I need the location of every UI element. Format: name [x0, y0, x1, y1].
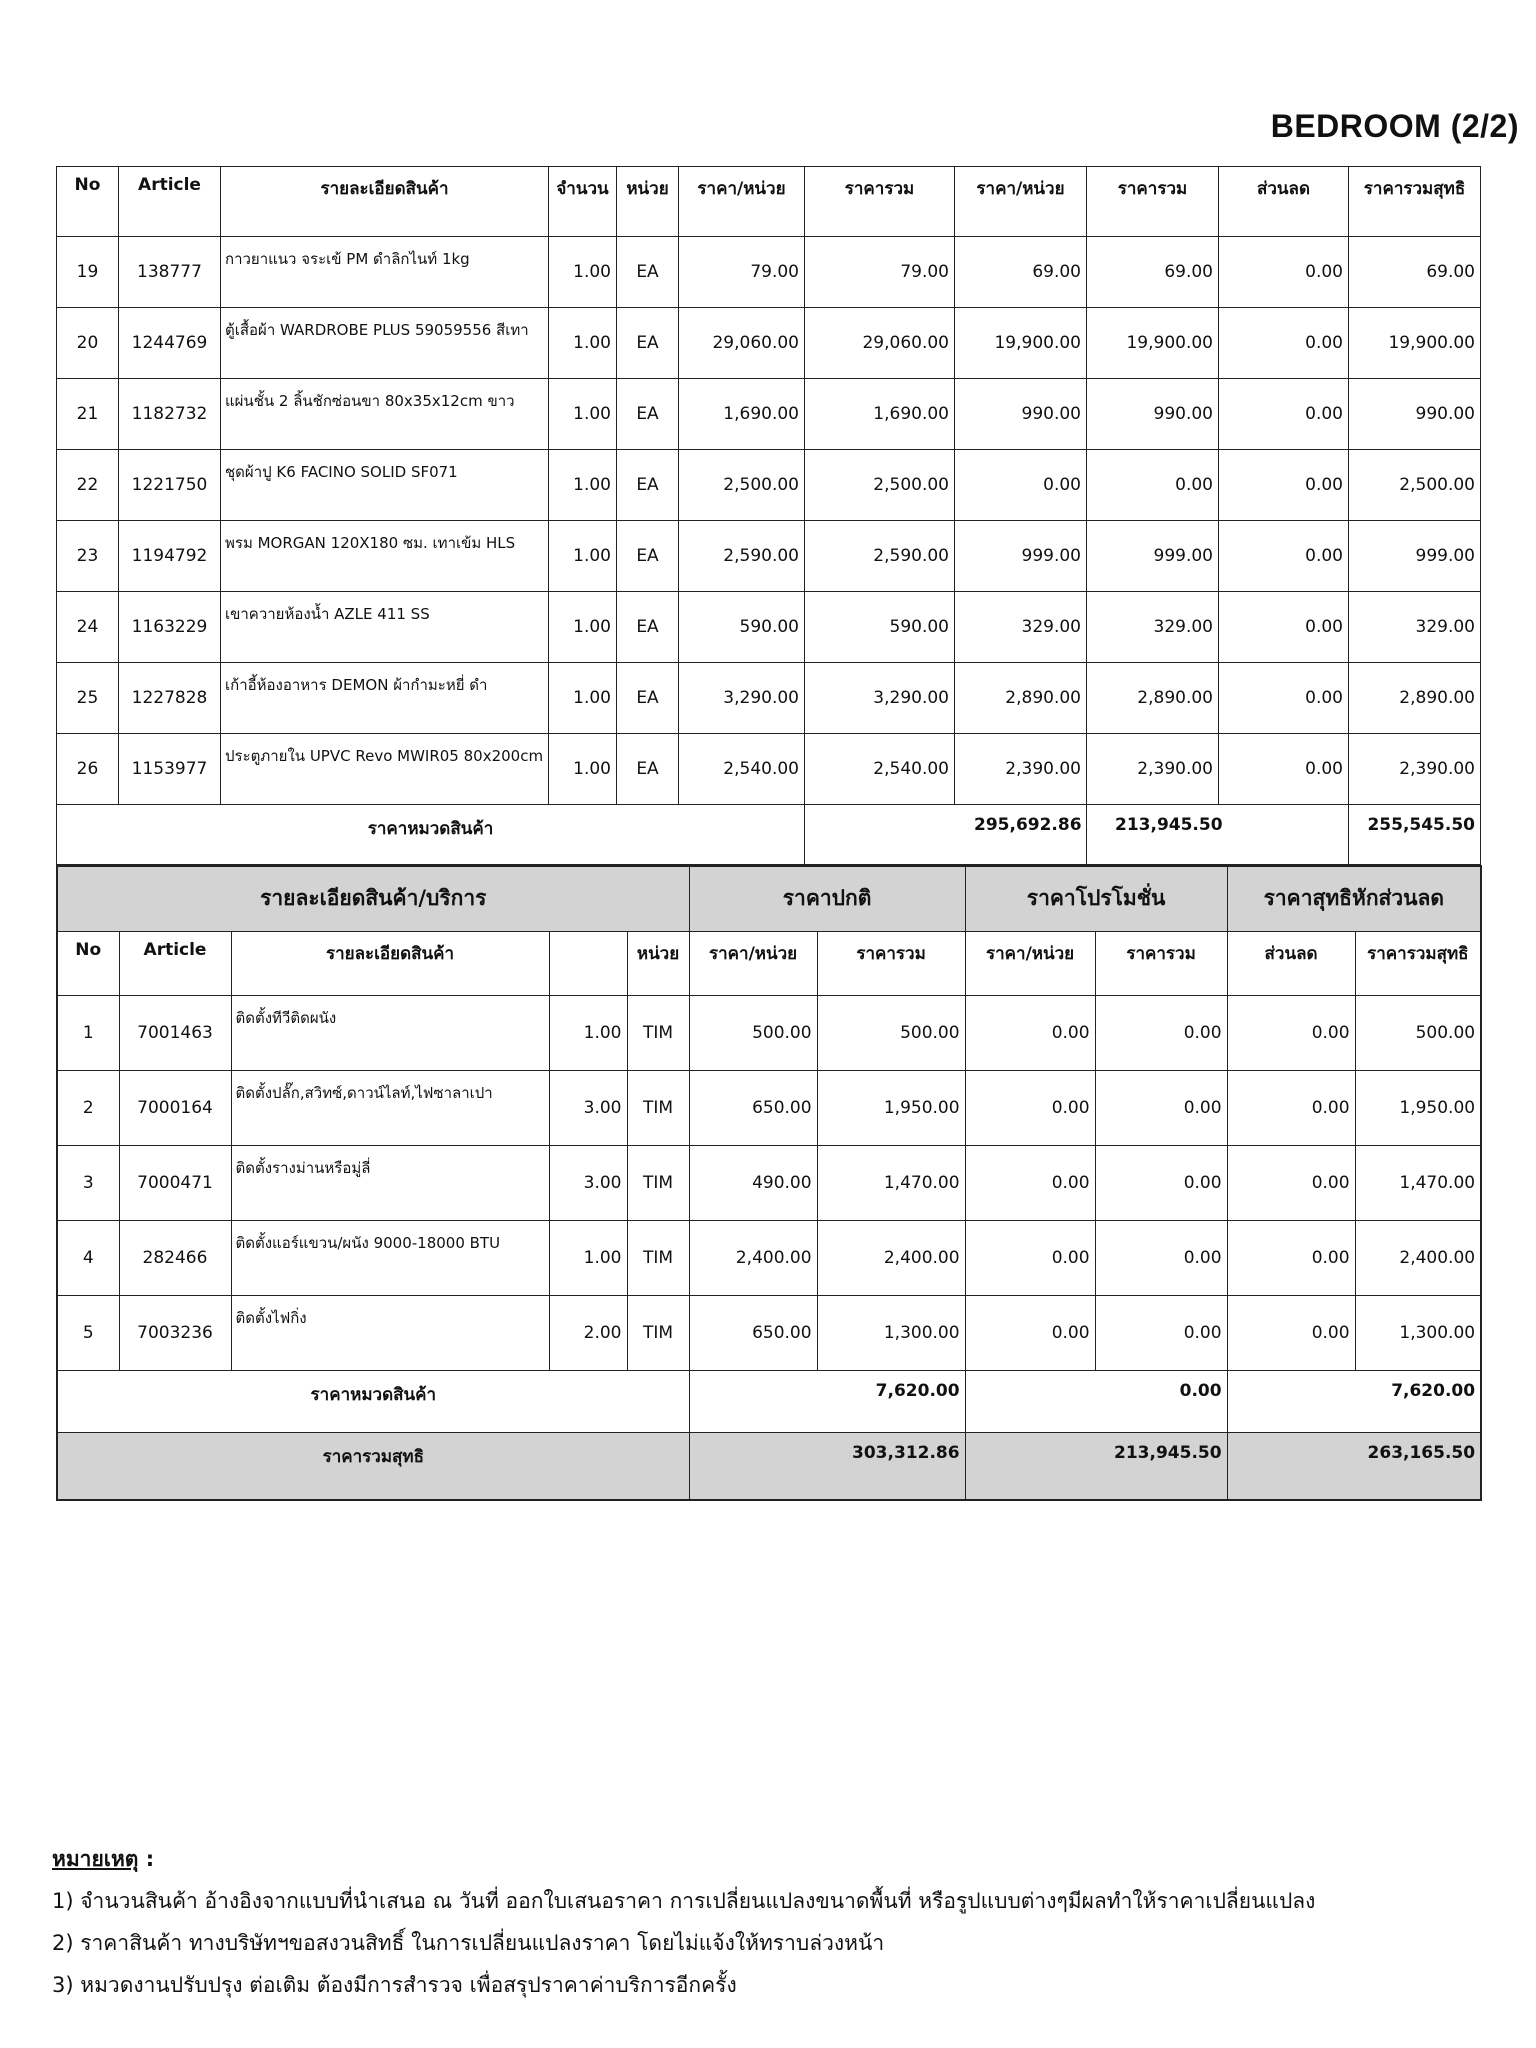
cell-no: 26 [57, 734, 119, 805]
services-header-row [57, 931, 1481, 995]
table-row [57, 1295, 1481, 1370]
col-header-description: รายละเอียดสินค้า [221, 167, 549, 237]
col-header-net-total: ราคารวมสุทธิ [1349, 167, 1481, 237]
services-table [56, 865, 1482, 1501]
cell-description: ตู้เสื้อผ้า WARDROBE PLUS 59059556 สีเทา [221, 308, 549, 379]
cell-description: ติดตั้งทีวีติดผนัง [231, 995, 549, 1070]
cell-no: 23 [57, 521, 119, 592]
products-table [56, 166, 1481, 865]
cell-total: 1,470.00 [817, 1145, 965, 1220]
cell-quantity: 3.00 [549, 1070, 627, 1145]
cell-article: 1227828 [119, 663, 221, 734]
cell-unit: TIM [627, 1145, 689, 1220]
grand-total-total: 303,312.86 [689, 1432, 965, 1500]
cell-unit: EA [617, 237, 679, 308]
table-row [57, 308, 1481, 379]
cell-total: 1,690.00 [805, 379, 955, 450]
cell-promo-total: 69.00 [1087, 237, 1219, 308]
subtotal-promo: 213,945.50 [1087, 805, 1349, 865]
cell-discount: 0.00 [1227, 1145, 1355, 1220]
products-header-row [57, 167, 1481, 237]
cell-unit-price: 650.00 [689, 1070, 817, 1145]
svc-subtotal-promo: 0.00 [965, 1370, 1227, 1432]
cell-unit: EA [617, 308, 679, 379]
cell-net-total: 329.00 [1349, 592, 1481, 663]
cell-promo-unit-price: 2,390.00 [955, 734, 1087, 805]
cell-unit: EA [617, 734, 679, 805]
cell-unit-price: 1,690.00 [679, 379, 805, 450]
products-subtotal-row [57, 805, 1481, 865]
cell-unit-price: 590.00 [679, 592, 805, 663]
cell-promo-unit-price: 329.00 [955, 592, 1087, 663]
cell-promo-total: 0.00 [1095, 1295, 1227, 1370]
cell-unit-price: 29,060.00 [679, 308, 805, 379]
svc-col-header-no: No [57, 931, 119, 995]
cell-net-total: 500.00 [1355, 995, 1481, 1070]
cell-total: 2,500.00 [805, 450, 955, 521]
cell-discount: 0.00 [1219, 734, 1349, 805]
cell-no: 5 [57, 1295, 119, 1370]
cell-discount: 0.00 [1219, 237, 1349, 308]
cell-total: 29,060.00 [805, 308, 955, 379]
cell-article: 1221750 [119, 450, 221, 521]
svc-col-header-article: Article [119, 931, 231, 995]
cell-article: 1182732 [119, 379, 221, 450]
cell-unit-price: 2,400.00 [689, 1220, 817, 1295]
cell-quantity: 1.00 [549, 379, 617, 450]
cell-unit-price: 2,590.00 [679, 521, 805, 592]
cell-no: 4 [57, 1220, 119, 1295]
cell-description: พรม MORGAN 120X180 ซม. เทาเข้ม HLS [221, 521, 549, 592]
cell-unit-price: 650.00 [689, 1295, 817, 1370]
cell-unit-price: 79.00 [679, 237, 805, 308]
svc-col-header-description: รายละเอียดสินค้า [231, 931, 549, 995]
cell-quantity: 1.00 [549, 237, 617, 308]
cell-quantity: 1.00 [549, 663, 617, 734]
cell-promo-total: 19,900.00 [1087, 308, 1219, 379]
cell-no: 25 [57, 663, 119, 734]
notes-section [52, 1838, 1315, 2006]
cell-promo-unit-price: 999.00 [955, 521, 1087, 592]
table-row [57, 1220, 1481, 1295]
cell-no: 20 [57, 308, 119, 379]
cell-net-total: 2,390.00 [1349, 734, 1481, 805]
cell-promo-unit-price: 0.00 [965, 1145, 1095, 1220]
cell-unit: EA [617, 592, 679, 663]
group-header-net-price: ราคาสุทธิหักส่วนลด [1227, 866, 1481, 931]
cell-promo-total: 2,890.00 [1087, 663, 1219, 734]
cell-promo-unit-price: 0.00 [955, 450, 1087, 521]
col-header-quantity: จำนวน [549, 167, 617, 237]
note-line-3: 3) หมวดงานปรับปรุง ต่อเติม ต้องมีการสำรวจ เพื่อสรุปราคาค่าบริการอีกครั้ง [52, 1973, 737, 1997]
col-header-article: Article [119, 167, 221, 237]
cell-description: แผ่นชั้น 2 ลิ้นชักซ่อนขา 80x35x12cm ขาว [221, 379, 549, 450]
cell-no: 22 [57, 450, 119, 521]
cell-net-total: 1,300.00 [1355, 1295, 1481, 1370]
svc-subtotal-net: 7,620.00 [1227, 1370, 1481, 1432]
table-row [57, 379, 1481, 450]
table-row [57, 237, 1481, 308]
cell-quantity: 2.00 [549, 1295, 627, 1370]
cell-unit: EA [617, 521, 679, 592]
svc-subtotal-label: ราคาหมวดสินค้า [57, 1370, 689, 1432]
cell-article: 1244769 [119, 308, 221, 379]
svc-col-header-unit: หน่วย [627, 931, 689, 995]
cell-quantity: 3.00 [549, 1145, 627, 1220]
cell-total: 2,400.00 [817, 1220, 965, 1295]
cell-quantity: 1.00 [549, 995, 627, 1070]
cell-unit: EA [617, 379, 679, 450]
cell-discount: 0.00 [1219, 379, 1349, 450]
table-row [57, 521, 1481, 592]
svc-col-header-net-total: ราคารวมสุทธิ [1355, 931, 1481, 995]
note-line-1: 1) จำนวนสินค้า อ้างอิงจากแบบที่นำเสนอ ณ วันที่ ออกใบเสนอราคา การเปลี่ยนแปลงขนาดพื้นที่ หรือรูปแบบต่างๆมีผลทำให้ราคาเปลี่ยนแปลง [52, 1889, 1316, 1913]
group-header-description: รายละเอียดสินค้า/บริการ [57, 866, 689, 931]
subtotal-total [805, 805, 1087, 865]
cell-no: 21 [57, 379, 119, 450]
cell-net-total: 2,500.00 [1349, 450, 1481, 521]
cell-promo-unit-price: 2,890.00 [955, 663, 1087, 734]
group-header-promo-price: ราคาโปรโมชั่น [965, 866, 1227, 931]
cell-total: 590.00 [805, 592, 955, 663]
grand-total-label: ราคารวมสุทธิ [57, 1432, 689, 1500]
col-header-no: No [57, 167, 119, 237]
cell-description: ประตูภายใน UPVC Revo MWIR05 80x200cm [221, 734, 549, 805]
cell-net-total: 1,470.00 [1355, 1145, 1481, 1220]
col-header-discount: ส่วนลด [1219, 167, 1349, 237]
cell-promo-total: 0.00 [1095, 995, 1227, 1070]
table-row [57, 734, 1481, 805]
page-title: BEDROOM (2/2) [1270, 108, 1519, 144]
col-header-unit-price: ราคา/หน่วย [679, 167, 805, 237]
cell-unit: TIM [627, 995, 689, 1070]
cell-promo-total: 990.00 [1087, 379, 1219, 450]
grand-total-net: 263,165.50 [1227, 1432, 1481, 1500]
table-row [57, 663, 1481, 734]
cell-description: ชุดผ้าปู K6 FACINO SOLID SF071 [221, 450, 549, 521]
cell-quantity: 1.00 [549, 592, 617, 663]
cell-quantity: 1.00 [549, 308, 617, 379]
cell-net-total: 990.00 [1349, 379, 1481, 450]
cell-discount: 0.00 [1219, 308, 1349, 379]
cell-unit-price: 500.00 [689, 995, 817, 1070]
cell-description: ติดตั้งรางม่านหรือมู่ลี่ [231, 1145, 549, 1220]
subtotal-total-value: 295,692.86 [974, 815, 1082, 835]
cell-promo-unit-price: 0.00 [965, 995, 1095, 1070]
cell-unit-price: 2,500.00 [679, 450, 805, 521]
table-row [57, 450, 1481, 521]
cell-total: 500.00 [817, 995, 965, 1070]
table-row [57, 592, 1481, 663]
cell-no: 24 [57, 592, 119, 663]
table-row [57, 1145, 1481, 1220]
cell-unit-price: 490.00 [689, 1145, 817, 1220]
cell-promo-total: 999.00 [1087, 521, 1219, 592]
cell-discount: 0.00 [1219, 521, 1349, 592]
cell-article: 7000164 [119, 1070, 231, 1145]
svc-col-header-promo-unit-price: ราคา/หน่วย [965, 931, 1095, 995]
cell-description: ติดตั้งแอร์แขวน/ผนัง 9000-18000 BTU [231, 1220, 549, 1295]
cell-total: 2,590.00 [805, 521, 955, 592]
cell-article: 282466 [119, 1220, 231, 1295]
cell-description: ติดตั้งไฟกิ่ง [231, 1295, 549, 1370]
cell-total: 1,950.00 [817, 1070, 965, 1145]
cell-promo-unit-price: 0.00 [965, 1295, 1095, 1370]
cell-net-total: 19,900.00 [1349, 308, 1481, 379]
cell-unit-price: 2,540.00 [679, 734, 805, 805]
notes-title-text: หมายเหตุ [52, 1847, 139, 1871]
col-header-total: ราคารวม [805, 167, 955, 237]
cell-promo-total: 2,390.00 [1087, 734, 1219, 805]
cell-promo-total: 0.00 [1095, 1220, 1227, 1295]
cell-discount: 0.00 [1219, 592, 1349, 663]
cell-total: 3,290.00 [805, 663, 955, 734]
cell-total: 2,540.00 [805, 734, 955, 805]
cell-no: 19 [57, 237, 119, 308]
cell-quantity: 1.00 [549, 1220, 627, 1295]
cell-promo-total: 0.00 [1095, 1145, 1227, 1220]
note-line-2: 2) ราคาสินค้า ทางบริษัทฯขอสงวนสิทธิ์ ในการเปลี่ยนแปลงราคา โดยไม่แจ้งให้ทราบล่วงหน้า [52, 1931, 885, 1955]
cell-net-total: 999.00 [1349, 521, 1481, 592]
cell-unit-price: 3,290.00 [679, 663, 805, 734]
cell-description: เขาควายห้องน้ำ AZLE 411 SS [221, 592, 549, 663]
cell-article: 1163229 [119, 592, 221, 663]
cell-net-total: 2,400.00 [1355, 1220, 1481, 1295]
cell-promo-unit-price: 69.00 [955, 237, 1087, 308]
cell-discount: 0.00 [1219, 663, 1349, 734]
cell-net-total: 69.00 [1349, 237, 1481, 308]
cell-discount: 0.00 [1227, 995, 1355, 1070]
cell-promo-unit-price: 990.00 [955, 379, 1087, 450]
cell-description: ติดตั้งปลั๊ก,สวิทซ์,ดาวน์ไลท์,ไฟซาลาเปา [231, 1070, 549, 1145]
services-group-header-row [57, 866, 1481, 931]
svc-col-header-promo-total: ราคารวม [1095, 931, 1227, 995]
cell-discount: 0.00 [1219, 450, 1349, 521]
cell-quantity: 1.00 [549, 734, 617, 805]
cell-promo-unit-price: 19,900.00 [955, 308, 1087, 379]
cell-quantity: 1.00 [549, 450, 617, 521]
cell-no: 1 [57, 995, 119, 1070]
col-header-unit: หน่วย [617, 167, 679, 237]
notes-title [52, 1838, 1315, 1880]
cell-promo-total: 0.00 [1095, 1070, 1227, 1145]
cell-article: 1194792 [119, 521, 221, 592]
cell-promo-total: 0.00 [1087, 450, 1219, 521]
cell-promo-unit-price: 0.00 [965, 1070, 1095, 1145]
svc-subtotal-total: 7,620.00 [689, 1370, 965, 1432]
cell-discount: 0.00 [1227, 1070, 1355, 1145]
svc-col-header-total: ราคารวม [817, 931, 965, 995]
svc-col-header-discount: ส่วนลด [1227, 931, 1355, 995]
services-subtotal-row [57, 1370, 1481, 1432]
cell-article: 7003236 [119, 1295, 231, 1370]
cell-article: 7001463 [119, 995, 231, 1070]
subtotal-net: 255,545.50 [1349, 805, 1481, 865]
cell-discount: 0.00 [1227, 1295, 1355, 1370]
cell-no: 3 [57, 1145, 119, 1220]
cell-total: 79.00 [805, 237, 955, 308]
table-row [57, 1070, 1481, 1145]
cell-discount: 0.00 [1227, 1220, 1355, 1295]
cell-quantity: 1.00 [549, 521, 617, 592]
grand-total-promo: 213,945.50 [965, 1432, 1227, 1500]
table-row [57, 995, 1481, 1070]
cell-article: 138777 [119, 237, 221, 308]
svc-col-header-unit-price: ราคา/หน่วย [689, 931, 817, 995]
cell-unit: EA [617, 663, 679, 734]
cell-article: 7000471 [119, 1145, 231, 1220]
cell-description: กาวยาแนว จระเข้ PM ดำลิกไนท์ 1kg [221, 237, 549, 308]
cell-total: 1,300.00 [817, 1295, 965, 1370]
cell-unit: TIM [627, 1295, 689, 1370]
svc-col-header-quantity [549, 931, 627, 995]
cell-unit: EA [617, 450, 679, 521]
group-header-normal-price: ราคาปกติ [689, 866, 965, 931]
cell-promo-total: 329.00 [1087, 592, 1219, 663]
subtotal-label: ราคาหมวดสินค้า [57, 805, 805, 865]
cell-unit: TIM [627, 1220, 689, 1295]
cell-net-total: 2,890.00 [1349, 663, 1481, 734]
notes-title-colon: : [138, 1847, 155, 1871]
grand-total-row [57, 1432, 1481, 1500]
col-header-promo-total: ราคารวม [1087, 167, 1219, 237]
cell-promo-unit-price: 0.00 [965, 1220, 1095, 1295]
cell-no: 2 [57, 1070, 119, 1145]
cell-net-total: 1,950.00 [1355, 1070, 1481, 1145]
cell-unit: TIM [627, 1070, 689, 1145]
cell-article: 1153977 [119, 734, 221, 805]
col-header-promo-unit-price: ราคา/หน่วย [955, 167, 1087, 237]
cell-description: เก้าอี้ห้องอาหาร DEMON ผ้ากำมะหยี่ ดำ [221, 663, 549, 734]
